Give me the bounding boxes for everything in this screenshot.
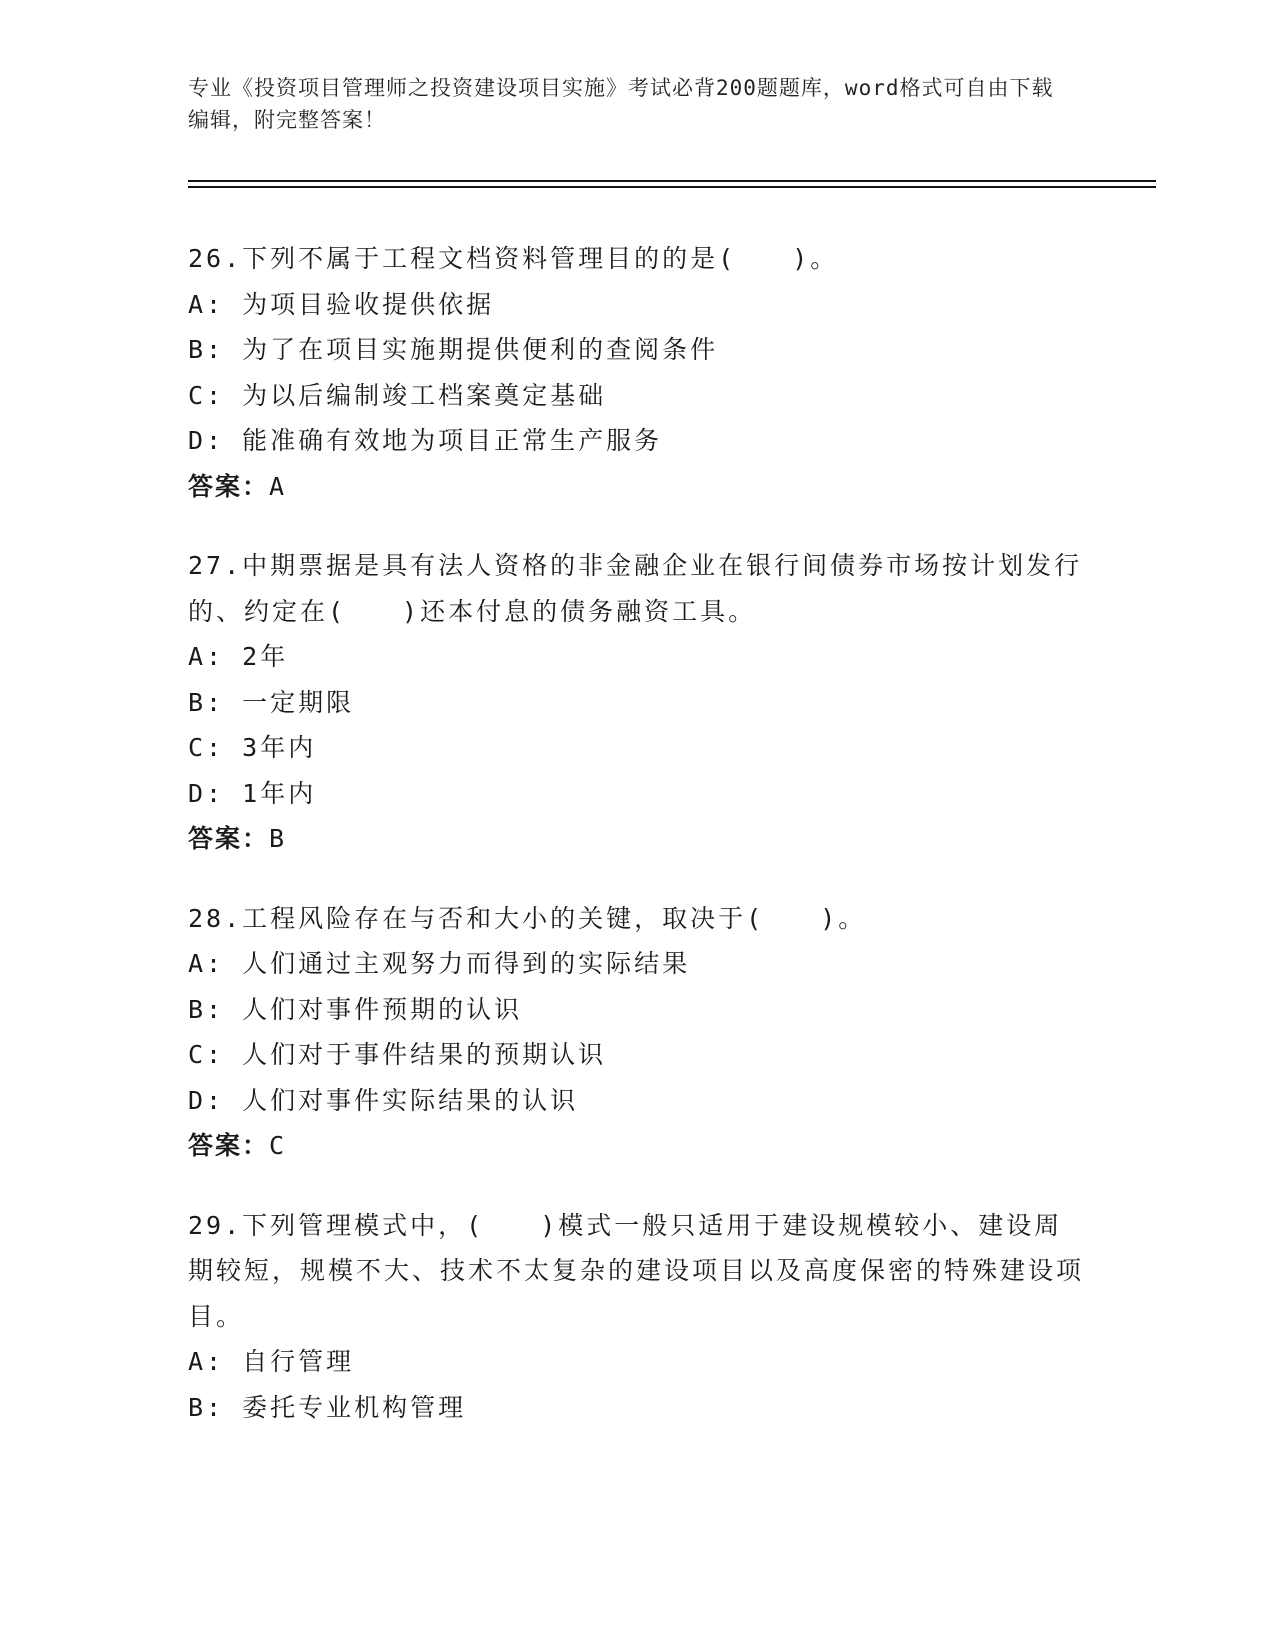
question-28 bbox=[188, 896, 1088, 1169]
option-letter: D: bbox=[188, 1085, 225, 1115]
question-26 bbox=[188, 236, 1088, 509]
option-letter: C: bbox=[188, 733, 225, 762]
option-letter: A: bbox=[188, 1347, 225, 1376]
option-text: 为项目验收提供依据 bbox=[242, 289, 495, 319]
option-b bbox=[188, 987, 1088, 1033]
option-d bbox=[188, 418, 1088, 464]
answer-line bbox=[188, 1123, 1088, 1169]
option-letter: C: bbox=[188, 1040, 225, 1069]
option-letter: B: bbox=[188, 687, 225, 717]
option-text: 1年内 bbox=[242, 778, 317, 808]
header-divider-bottom bbox=[188, 186, 1156, 188]
option-b bbox=[188, 680, 1088, 726]
question-stem: 27.中期票据是具有法人资格的非金融企业在银行间债券市场按计划发行的、约定在( )还本付息的债务融资工具。 bbox=[188, 551, 1083, 626]
question-list bbox=[188, 236, 1088, 1464]
option-text: 为了在项目实施期提供便利的查阅条件 bbox=[242, 335, 719, 364]
option-text: 人们通过主观努力而得到的实际结果 bbox=[242, 949, 691, 978]
option-letter: D: bbox=[188, 778, 225, 808]
option-letter: B: bbox=[188, 335, 225, 364]
option-letter: B: bbox=[188, 994, 225, 1024]
answer-line bbox=[188, 464, 1088, 510]
option-b bbox=[188, 1385, 1088, 1431]
answer-value: B bbox=[269, 824, 287, 853]
option-c bbox=[188, 373, 1088, 419]
question-27 bbox=[188, 543, 1088, 862]
option-c bbox=[188, 725, 1088, 771]
option-d bbox=[188, 1078, 1088, 1124]
question-29 bbox=[188, 1203, 1088, 1431]
option-text: 一定期限 bbox=[242, 687, 355, 717]
answer-value: A bbox=[269, 471, 287, 501]
option-text: 人们对事件实际结果的认识 bbox=[242, 1085, 579, 1115]
answer-line bbox=[188, 816, 1088, 862]
option-a bbox=[188, 282, 1088, 328]
option-text: 人们对事件预期的认识 bbox=[242, 994, 523, 1024]
option-text: 自行管理 bbox=[242, 1347, 355, 1376]
option-letter: C: bbox=[188, 380, 225, 410]
option-a bbox=[188, 941, 1088, 987]
option-letter: A: bbox=[188, 289, 225, 319]
option-a bbox=[188, 634, 1088, 680]
document-header bbox=[188, 72, 1068, 136]
answer-label: 答案： bbox=[188, 1131, 270, 1160]
header-text: 专业《投资项目管理师之投资建设项目实施》考试必背200题题库，word格式可自由下载编辑，附完整答案！ bbox=[188, 76, 1054, 132]
option-letter: A: bbox=[188, 642, 225, 671]
option-text: 人们对于事件结果的预期认识 bbox=[242, 1040, 607, 1069]
option-letter: B: bbox=[188, 1392, 225, 1422]
answer-label: 答案： bbox=[188, 824, 270, 853]
option-a bbox=[188, 1339, 1088, 1385]
option-text: 能准确有效地为项目正常生产服务 bbox=[242, 426, 663, 455]
option-b bbox=[188, 327, 1088, 373]
answer-value: C bbox=[269, 1131, 287, 1160]
option-text: 为以后编制竣工档案奠定基础 bbox=[242, 380, 607, 410]
option-text: 2年 bbox=[242, 642, 289, 671]
question-stem: 29.下列管理模式中，( )模式一般只适用于建设规模较小、建设周期较短，规模不大、技术不太复杂的建设项目以及高度保密的特殊建设项目。 bbox=[188, 1210, 1085, 1331]
question-stem: 28.工程风险存在与否和大小的关键，取决于( )。 bbox=[188, 903, 867, 933]
answer-label: 答案： bbox=[188, 471, 270, 501]
question-stem: 26.下列不属于工程文档资料管理目的的是( )。 bbox=[188, 244, 839, 273]
option-d bbox=[188, 771, 1088, 817]
header-divider-top bbox=[188, 180, 1156, 182]
option-c bbox=[188, 1032, 1088, 1078]
option-letter: A: bbox=[188, 949, 225, 978]
option-text: 3年内 bbox=[242, 733, 317, 762]
option-letter: D: bbox=[188, 426, 225, 455]
option-text: 委托专业机构管理 bbox=[242, 1392, 467, 1422]
